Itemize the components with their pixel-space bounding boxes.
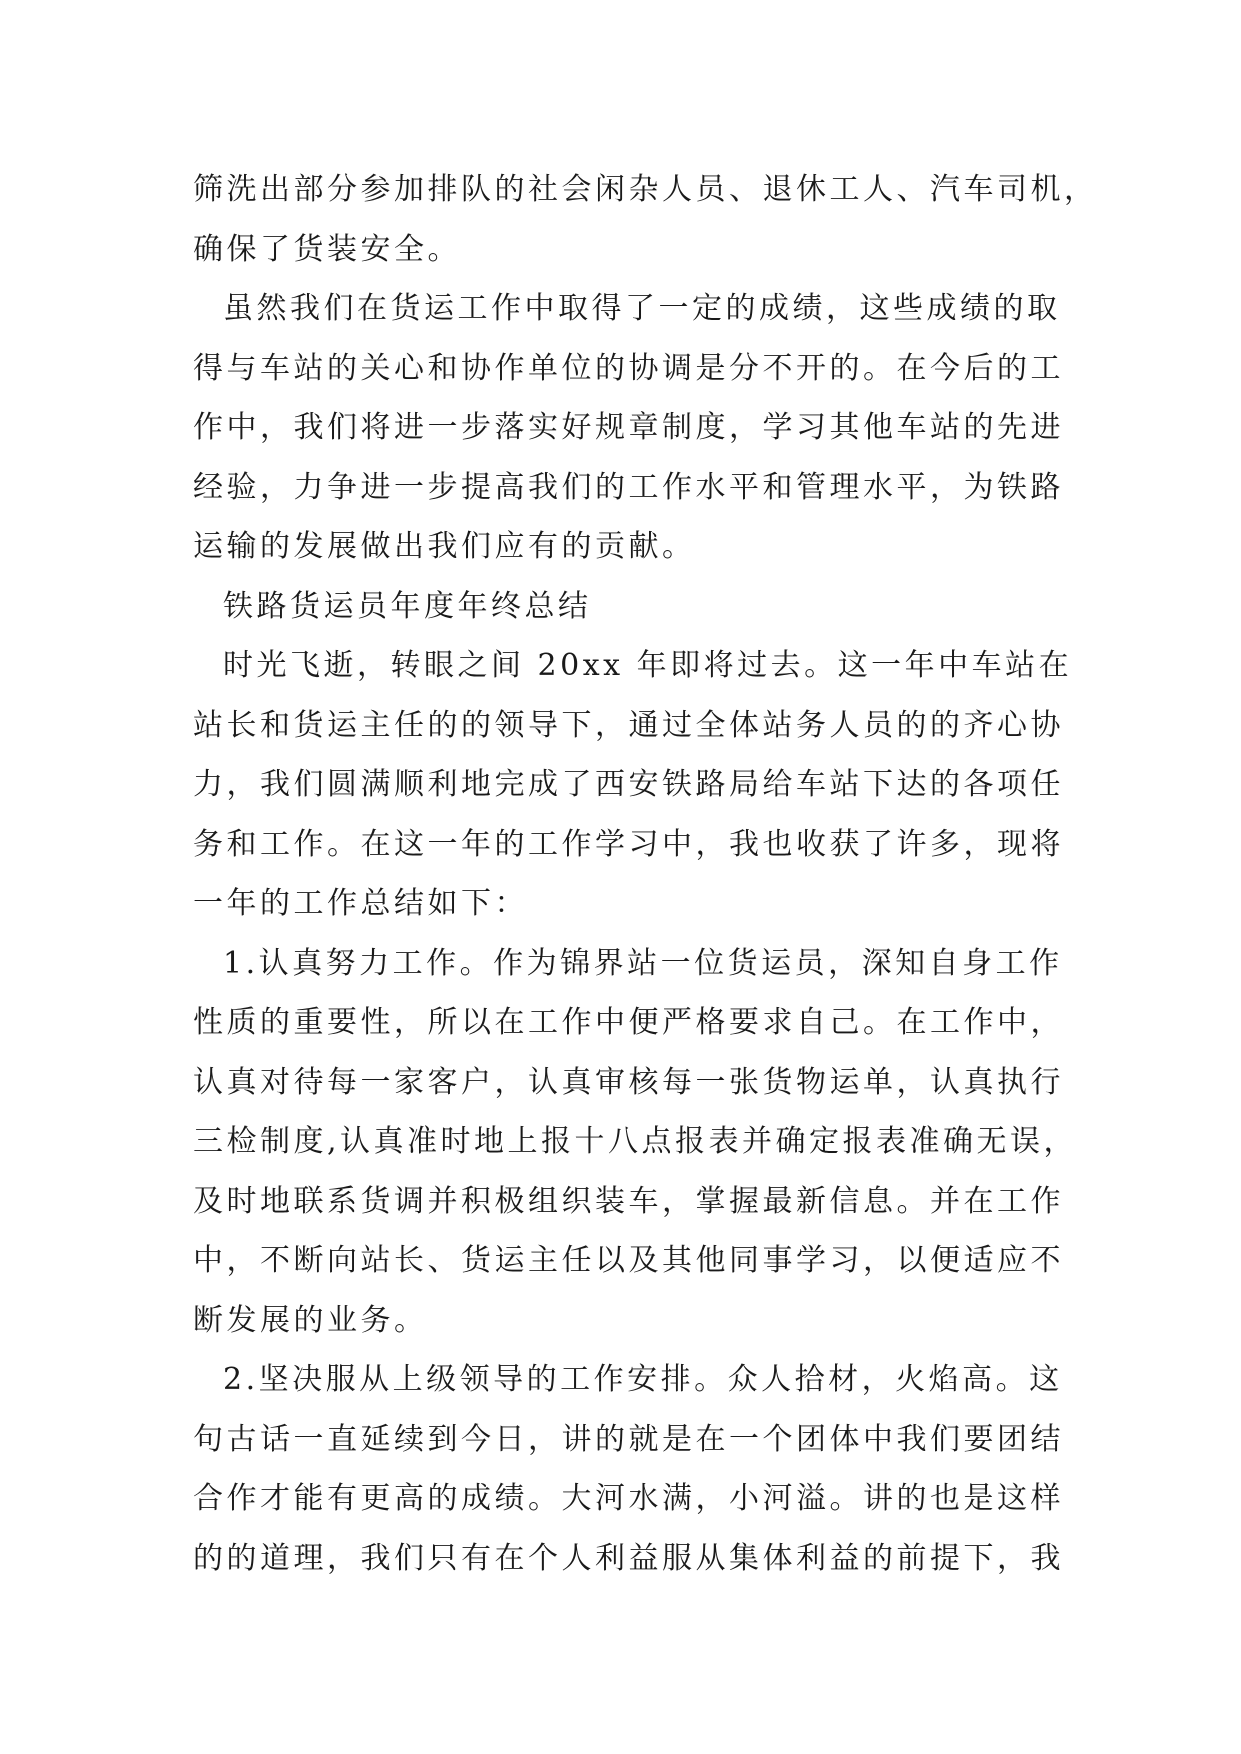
text-line: 断发展的业务。 bbox=[193, 1302, 428, 1338]
text-line: 力，我们圆满顺利地完成了西安铁路局给车站下达的各项任 bbox=[193, 767, 1064, 802]
text-line: 句古话一直延续到今日，讲的就是在一个团体中我们要团结 bbox=[193, 1421, 1064, 1457]
paragraph-item-1 bbox=[193, 934, 1078, 1351]
text-line: 作中，我们将进一步落实好规章制度，学习其他车站的先进 bbox=[193, 410, 1064, 445]
paragraph-security-check bbox=[193, 160, 1098, 279]
text-line: 中，不断向站长、货运主任以及其他同事学习，以便适应不 bbox=[193, 1243, 1064, 1278]
text-line: 合作才能有更高的成绩。大河水满，小河溢。讲的也是这样 bbox=[193, 1481, 1064, 1516]
text-line: 确保了货装安全。 bbox=[193, 231, 461, 267]
text-line: 1.认真努力工作。作为锦界站一位货运员，深知自身工作 bbox=[223, 945, 1063, 981]
document-body bbox=[193, 160, 1098, 1588]
text-line: 经验，力争进一步提高我们的工作水平和管理水平，为铁路 bbox=[193, 469, 1064, 505]
text-line: 的的道理，我们只有在个人利益服从集体利益的前提下，我 bbox=[193, 1540, 1064, 1576]
text-line: 一年的工作总结如下： bbox=[193, 886, 528, 921]
text-line: 务和工作。在这一年的工作学习中，我也收获了许多，现将 bbox=[193, 826, 1064, 862]
text-line: 虽然我们在货运工作中取得了一定的成绩，这些成绩的取 bbox=[223, 291, 1061, 326]
paragraph-achievements bbox=[193, 279, 1064, 577]
document-title: 铁路货运员年度年终总结 bbox=[223, 588, 592, 624]
text-line: 时光飞逝，转眼之间 20xx 年即将过去。这一年中车站在 bbox=[223, 648, 1073, 683]
text-line: 及时地联系货调并积极组织装车，掌握最新信息。并在工作 bbox=[193, 1183, 1064, 1219]
text-line: 三检制度,认真准时地上报十八点报表并确定报表准确无误， bbox=[193, 1124, 1078, 1159]
section-title bbox=[193, 577, 1053, 637]
text-line: 筛洗出部分参加排队的社会闲杂人员、退休工人、汽车司机， bbox=[193, 172, 1098, 207]
text-line: 性质的重要性，所以在工作中便严格要求自己。在工作中， bbox=[193, 1005, 1064, 1040]
paragraph-item-2 bbox=[193, 1350, 1064, 1588]
text-line: 运输的发展做出我们应有的贡献。 bbox=[193, 529, 696, 564]
text-line: 得与车站的关心和协作单位的协调是分不开的。在今后的工 bbox=[193, 350, 1064, 386]
text-line: 站长和货运主任的的领导下，通过全体站务人员的的齐心协 bbox=[193, 707, 1064, 743]
text-line: 认真对待每一家客户，认真审核每一张货物运单，认真执行 bbox=[193, 1064, 1064, 1100]
text-line: 2.坚决服从上级领导的工作安排。众人拾材，火焰高。这 bbox=[223, 1362, 1063, 1397]
paragraph-intro bbox=[193, 636, 1073, 934]
